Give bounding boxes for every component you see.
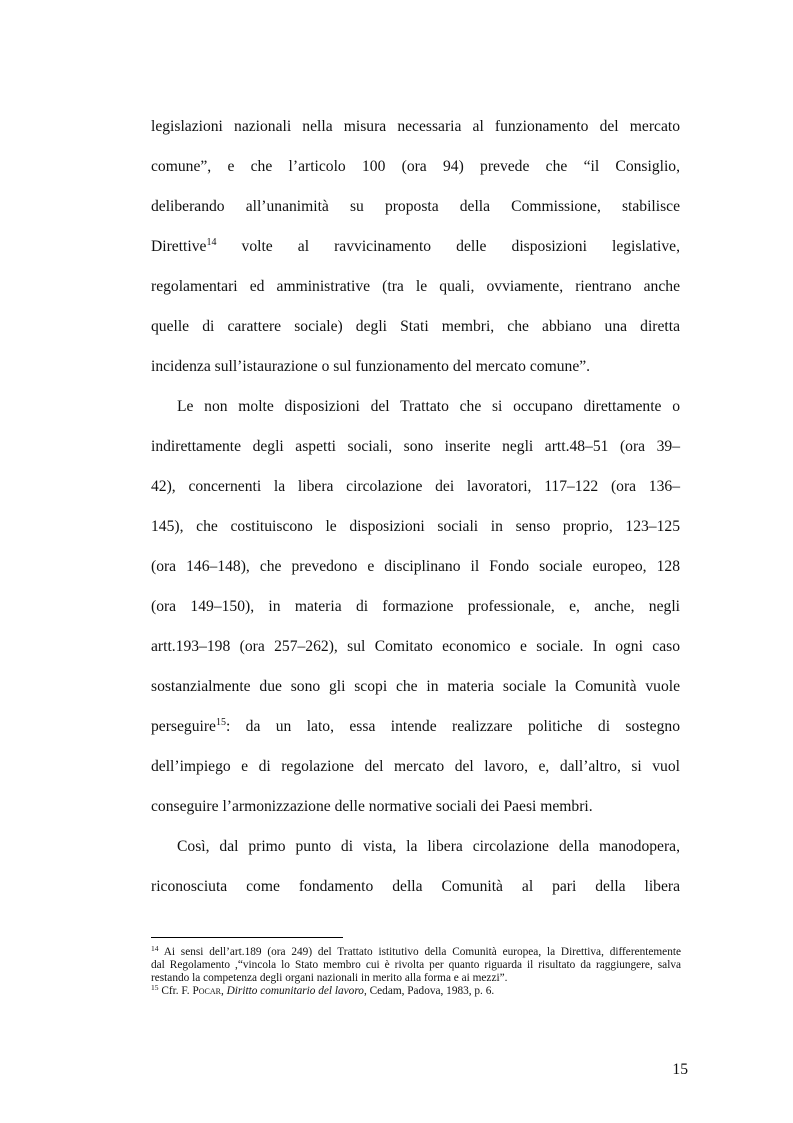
body-line: (ora 149–150), in materia di formazione professionale, e, anche, negli — [151, 598, 680, 615]
body-text: volte al ravvicinamento delle disposizioni legislative, — [241, 238, 680, 255]
body-line: regolamentari ed amministrative (tra le quali, ovviamente, rientrano anche — [151, 278, 680, 295]
footnote-15: $^{15}$ Cfr. F. Pocar, Diritto comunitario del lavoro, Cedam, Padova, 1983, p. 6. — [151, 983, 495, 997]
body-line: Le non molte disposizioni del Trattato che si occupano direttamente o — [177, 398, 680, 415]
footnote-prefix: Cfr. F. — [161, 985, 190, 997]
body-line: conseguire l’armonizzazione delle normative sociali dei Paesi membri. — [151, 798, 593, 815]
page-number: 15 — [672, 1061, 688, 1078]
footnote-mark: 14 — [151, 944, 159, 953]
footnote-author: Pocar — [192, 985, 221, 997]
body-line: Così, dal primo punto di vista, la libera circolazione della manodopera, — [177, 838, 680, 855]
body-line: (ora 146–148), che prevedono e disciplinano il Fondo sociale europeo, 128 — [151, 558, 680, 575]
body-line: riconosciuta come fondamento della Comunità al pari della libera — [151, 878, 680, 895]
footnote-ref-14[interactable]: 14 — [206, 237, 217, 248]
footnote-separator — [151, 937, 343, 938]
body-line: comune”, e che l’articolo 100 (ora 94) prevede che “il Consiglio, — [151, 158, 680, 175]
body-line: dell’impiego e di regolazione del mercato del lavoro, e, dall’altro, si vuol — [151, 758, 680, 775]
body-line: sostanzialmente due sono gli scopi che in materia sociale la Comunità vuole — [151, 678, 680, 695]
body-line: 42), concernenti la libera circolazione dei lavoratori, 117–122 (ora 136– — [151, 478, 680, 495]
footnote-14-cont: dal Regolamento ,“vincola lo Stato membro cui è rivolta per quanto riguarda il risultato da raggiungere, salva — [151, 959, 681, 971]
body-line: 145), che costituiscono le disposizioni sociali in senso proprio, 123–125 — [151, 518, 680, 535]
footnote-14 — [151, 946, 681, 959]
footnote-14-cont: restando la competenza degli organi nazionali in merito alla forma e ai mezzi”. — [151, 972, 508, 984]
footnote-mark: 15 — [151, 983, 159, 992]
body-line — [151, 717, 680, 737]
body-line: legislazioni nazionali nella misura necessaria al funzionamento del mercato — [151, 118, 680, 135]
body-text: : da un lato, essa intende realizzare politiche di sostegno — [225, 718, 680, 735]
body-line: incidenza sull’istaurazione o sul funzionamento del mercato comune”. — [151, 358, 591, 375]
footnote-ref-15[interactable]: 15 — [215, 717, 226, 728]
body-line: artt.193–198 (ora 257–262), sul Comitato economico e sociale. In ogni caso — [151, 638, 680, 655]
footnote-text: Ai sensi dell’art.189 (ora 249) del Trattato istitutivo della Comunità europea, la Direttiva, differentemente — [163, 946, 681, 958]
body-line — [151, 237, 680, 257]
body-text: Direttive — [151, 238, 207, 255]
footnote-title: Diritto comunitario del lavoro — [226, 985, 364, 997]
body-line: indirettamente degli aspetti sociali, sono inserite negli artt.48–51 (ora 39– — [151, 438, 680, 455]
body-line: quelle di carattere sociale) degli Stati membri, che abbiano una diretta — [151, 318, 680, 335]
body-line: deliberando all’unanimità su proposta della Commissione, stabilisce — [151, 198, 680, 215]
footnote-rest: , Cedam, Padova, 1983, p. 6. — [363, 985, 495, 997]
body-text: perseguire — [151, 718, 216, 735]
